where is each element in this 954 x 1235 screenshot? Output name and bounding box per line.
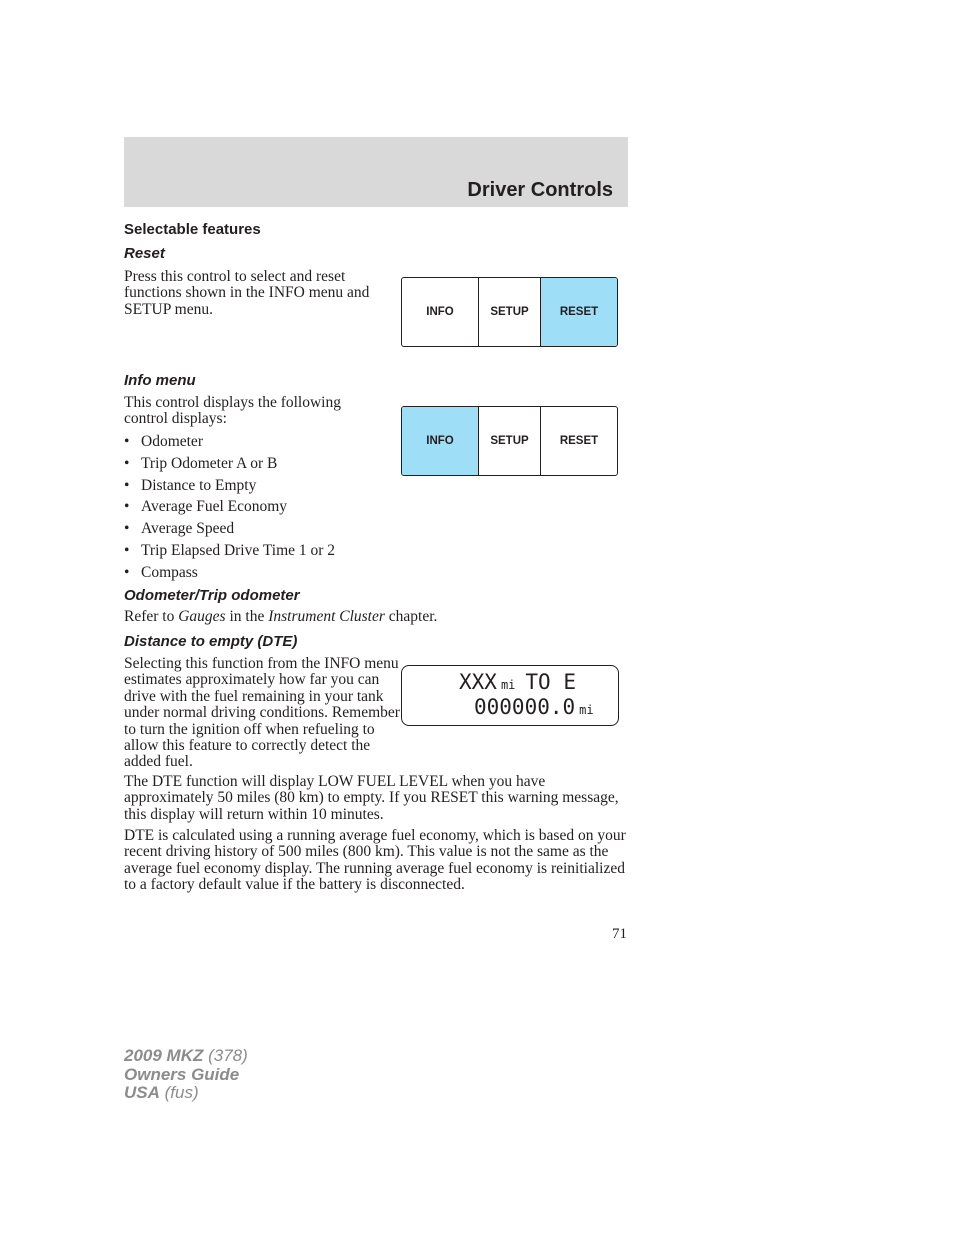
selectable-features-heading: Selectable features (124, 221, 261, 238)
footer: 2009 MKZ (378) Owners Guide USA (fus) (124, 1046, 248, 1102)
dte-display (401, 665, 619, 726)
reset-button: RESET (559, 435, 599, 447)
dte-paragraph-1: Selecting this function from the INFO menu estimates approximately how far you can drive with the fuel remaining in your tank under normal driving conditions. Remember to turn the ignition off when refueling to allow this feature to correctly detect the added fuel. (124, 655, 400, 771)
info-menu-list (124, 433, 335, 586)
setup-button: SETUP (479, 407, 541, 475)
info-menu-heading: Info menu (124, 372, 196, 389)
reset-paragraph: Press this control to select and reset functions shown in the INFO menu and SETUP menu. (124, 268, 370, 318)
lcd-line-2: 000000.0 mi (474, 695, 594, 719)
odometer-paragraph: Refer to Gauges in the Instrument Cluster chapter. (124, 608, 438, 625)
list-item: • Trip Odometer A or B (124, 454, 278, 472)
info-menu-paragraph: This control displays the following control displays: (124, 394, 341, 428)
reset-button-highlighted: RESET (541, 278, 617, 346)
list-item: • Compass (124, 563, 198, 581)
dte-heading: Distance to empty (DTE) (124, 633, 298, 650)
chapter-title: Driver Controls (467, 179, 613, 201)
lcd-line-1: XXX mi TO E (459, 670, 576, 694)
setup-button: SETUP (479, 278, 541, 346)
info-button-highlighted: INFO (402, 407, 479, 475)
page-number: 71 (612, 926, 627, 942)
dte-paragraph-2: The DTE function will display LOW FUEL LEVEL when you have approximately 50 miles (80 km) to empty. If you RESET this warning message, this display will return within 10 minutes. (124, 773, 619, 823)
list-item: • Average Fuel Economy (124, 498, 288, 516)
dte-paragraph-3: DTE is calculated using a running average fuel economy, which is based on your recent driving history of 500 miles (800 km). This value is not the same as the average fuel economy display. The running average fuel economy is reinitialized to a factory default value if the battery is disconnected. (124, 827, 626, 894)
reset-heading: Reset (124, 245, 165, 262)
list-item: • Odometer (124, 433, 203, 450)
list-item: • Distance to Empty (124, 476, 257, 494)
info-button: INFO (402, 278, 479, 346)
info-button-panel (401, 406, 618, 476)
header-band (124, 137, 628, 207)
reset-button-panel (401, 277, 618, 347)
odometer-heading: Odometer/Trip odometer (124, 587, 300, 604)
list-item: • Trip Elapsed Drive Time 1 or 2 (124, 541, 336, 559)
list-item: • Average Speed (124, 520, 235, 538)
